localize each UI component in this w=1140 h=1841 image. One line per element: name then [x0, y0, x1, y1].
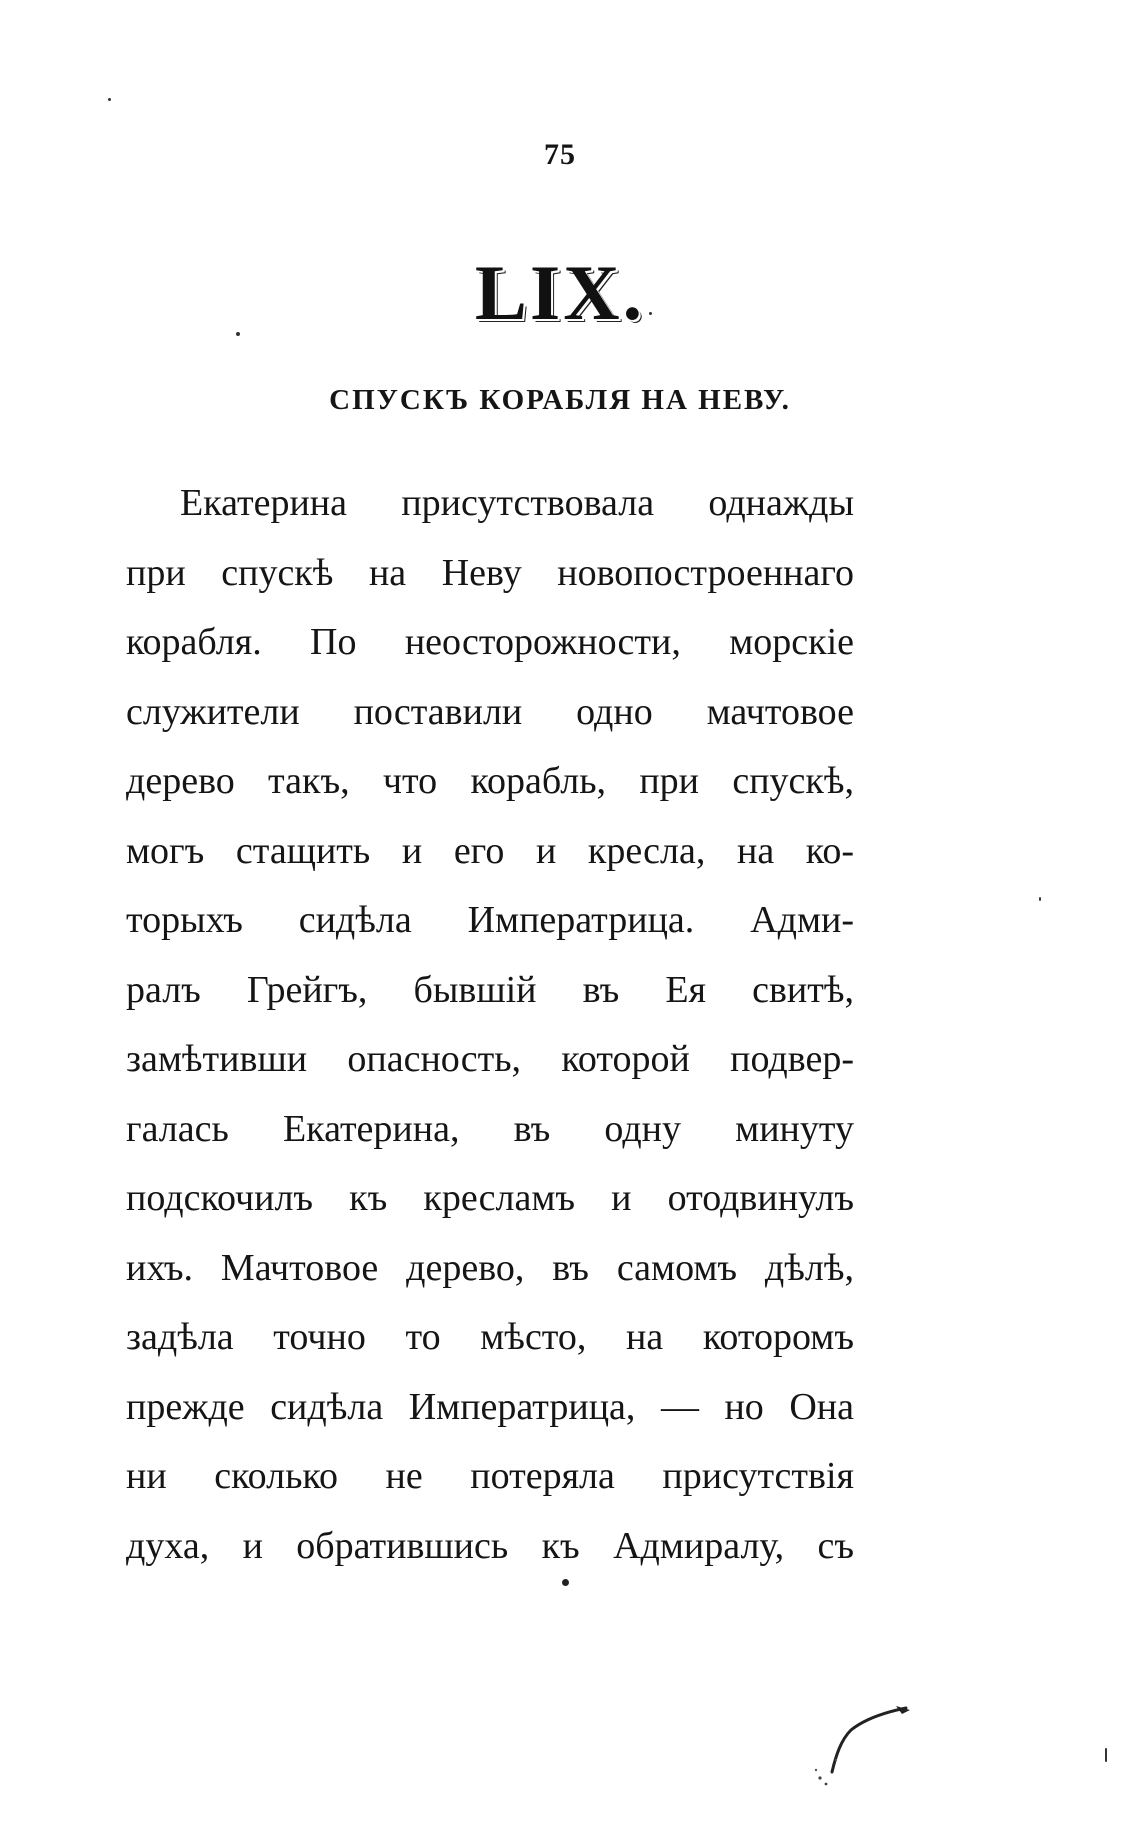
section-subtitle: СПУСКЪ КОРАБЛЯ НА НЕВУ.	[329, 384, 791, 416]
chapter-heading: LIX.	[474, 249, 646, 336]
text-line: при спускѣ на Неву новопостроеннаго	[126, 551, 854, 594]
print-mark	[562, 1579, 569, 1586]
text-line: торыхъ сидѣла Императрица. Адми-	[126, 899, 854, 941]
text-line: прежде сидѣла Императрица, — но Она	[126, 1385, 854, 1428]
text-line: подскочилъ къ кресламъ и отодвинулъ	[126, 1177, 854, 1219]
scan-scratch	[806, 1700, 916, 1790]
text-line: дерево такъ, что корабль, при спускѣ,	[126, 760, 854, 802]
page-number: 75	[544, 138, 576, 171]
text-line: ралъ Грейгъ, бывшій въ Ея свитѣ,	[126, 968, 854, 1011]
text-line: замѣтивши опасность, которой подвер-	[126, 1038, 854, 1080]
scan-speck	[1105, 1748, 1107, 1762]
body-text	[126, 469, 854, 1581]
text-line: Екатерина присутствовала однажды	[180, 482, 854, 524]
text-line: галась Екатерина, въ одну минуту	[126, 1107, 854, 1150]
text-line: служители поставили одно мачтовое	[126, 690, 854, 733]
scan-speck	[108, 98, 111, 101]
scan-speck	[236, 332, 240, 336]
text-line: ни сколько не потеряла присутствія	[126, 1455, 854, 1497]
scan-speck	[1039, 897, 1041, 901]
text-line: ихъ. Мачтовое дерево, въ самомъ дѣлѣ,	[126, 1246, 854, 1289]
scan-speck	[649, 312, 652, 315]
text-line: духа, и обратившись къ Адмиралу, съ	[126, 1524, 854, 1567]
text-line: могъ стащить и его и кресла, на ко-	[126, 829, 854, 872]
text-line: корабля. По неосторожности, морскіе	[126, 621, 854, 663]
text-line: задѣла точно то мѣсто, на которомъ	[126, 1316, 854, 1358]
